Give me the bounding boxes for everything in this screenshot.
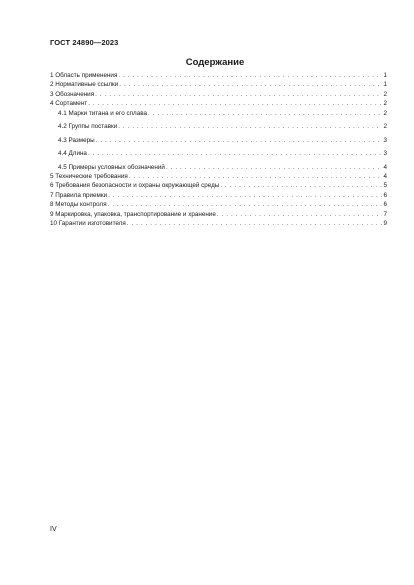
toc-leader-dots bbox=[118, 71, 382, 80]
toc-entry-4-2[interactable] bbox=[50, 122, 387, 131]
toc-entry-page: 2 bbox=[383, 100, 387, 108]
toc-leader-dots bbox=[88, 149, 383, 158]
toc-entry-5[interactable] bbox=[50, 172, 387, 181]
toc-entry-label: 9 Маркировка, упаковка, транспортирование и хранение bbox=[50, 210, 216, 218]
toc-entry-page: 2 bbox=[383, 123, 387, 131]
toc-entry-page: 4 bbox=[383, 163, 387, 171]
toc-entry-page: 7 bbox=[383, 210, 387, 218]
toc-entry-page: 3 bbox=[383, 136, 387, 144]
toc-entry-label: 7 Правила приемки bbox=[50, 191, 108, 199]
toc-entry-3[interactable] bbox=[50, 90, 387, 99]
toc-leader-dots bbox=[88, 99, 382, 108]
toc-entry-label: 8 Методы контроля bbox=[50, 201, 107, 209]
toc-entry-4-3[interactable] bbox=[50, 136, 387, 145]
toc-leader-dots bbox=[118, 122, 382, 131]
toc-entry-label: 5 Технические требования bbox=[50, 172, 128, 180]
toc-entry-label: 4.4 Длина bbox=[58, 150, 87, 158]
toc-entry-4-5[interactable] bbox=[50, 163, 387, 172]
toc-entry-10[interactable] bbox=[50, 219, 387, 228]
toc-entry-page: 6 bbox=[383, 191, 387, 199]
toc-leader-dots bbox=[148, 109, 383, 118]
toc-leader-dots bbox=[127, 219, 383, 228]
toc-leader-dots bbox=[108, 191, 382, 200]
toc-entry-page: 9 bbox=[383, 220, 387, 228]
toc-leader-dots bbox=[119, 80, 382, 89]
toc-leader-dots bbox=[108, 200, 383, 209]
page-number: IV bbox=[50, 526, 57, 533]
toc-title: Содержание bbox=[185, 57, 245, 68]
toc-entry-8[interactable] bbox=[50, 200, 387, 209]
toc-entry-label: 4.3 Размеры bbox=[58, 136, 95, 144]
toc-entry-2[interactable] bbox=[50, 80, 387, 89]
document-code: ГОСТ 24890—2023 bbox=[50, 38, 119, 47]
toc-entry-4-4[interactable] bbox=[50, 149, 387, 158]
toc-entry-page: 6 bbox=[383, 201, 387, 209]
toc-entry-label: 1 Область применения bbox=[50, 72, 118, 79]
toc-entry-page: 1 bbox=[383, 81, 387, 89]
toc-entry-page: 4 bbox=[383, 172, 387, 180]
toc-entry-4[interactable] bbox=[50, 99, 387, 108]
toc-leader-dots bbox=[220, 181, 382, 190]
toc-leader-dots bbox=[96, 136, 383, 145]
toc-entry-label: 10 Гарантии изготовителя bbox=[50, 220, 126, 228]
toc-entry-label: 4.5 Примеры условных обозначений bbox=[58, 163, 165, 171]
toc-leader-dots bbox=[166, 163, 383, 172]
table-of-contents bbox=[50, 71, 387, 229]
toc-leader-dots bbox=[217, 210, 383, 219]
toc-leader-dots bbox=[129, 172, 383, 181]
toc-entry-7[interactable] bbox=[50, 191, 387, 200]
toc-entry-page: 2 bbox=[383, 90, 387, 98]
toc-entry-page: 2 bbox=[383, 109, 387, 117]
toc-leader-dots bbox=[95, 90, 382, 99]
toc-entry-page: 3 bbox=[383, 150, 387, 158]
toc-entry-page: 5 bbox=[383, 182, 387, 190]
toc-entry-label: 4.2 Группы поставки bbox=[58, 123, 118, 131]
toc-entry-page: 1 bbox=[383, 72, 387, 79]
toc-entry-label: 4.1 Марки титана и его сплава bbox=[58, 109, 147, 117]
toc-entry-label: 3 Обозначения bbox=[50, 90, 95, 98]
toc-entry-label: 2 Нормативные ссылки bbox=[50, 81, 119, 89]
toc-entry-6[interactable] bbox=[50, 181, 387, 190]
toc-entry-4-1[interactable] bbox=[50, 109, 387, 118]
toc-entry-9[interactable] bbox=[50, 210, 387, 219]
toc-entry-label: 6 Требования безопасности и охраны окружающей среды bbox=[50, 182, 220, 190]
toc-entry-1[interactable] bbox=[50, 71, 387, 80]
toc-entry-label: 4 Сортамент bbox=[50, 100, 88, 108]
